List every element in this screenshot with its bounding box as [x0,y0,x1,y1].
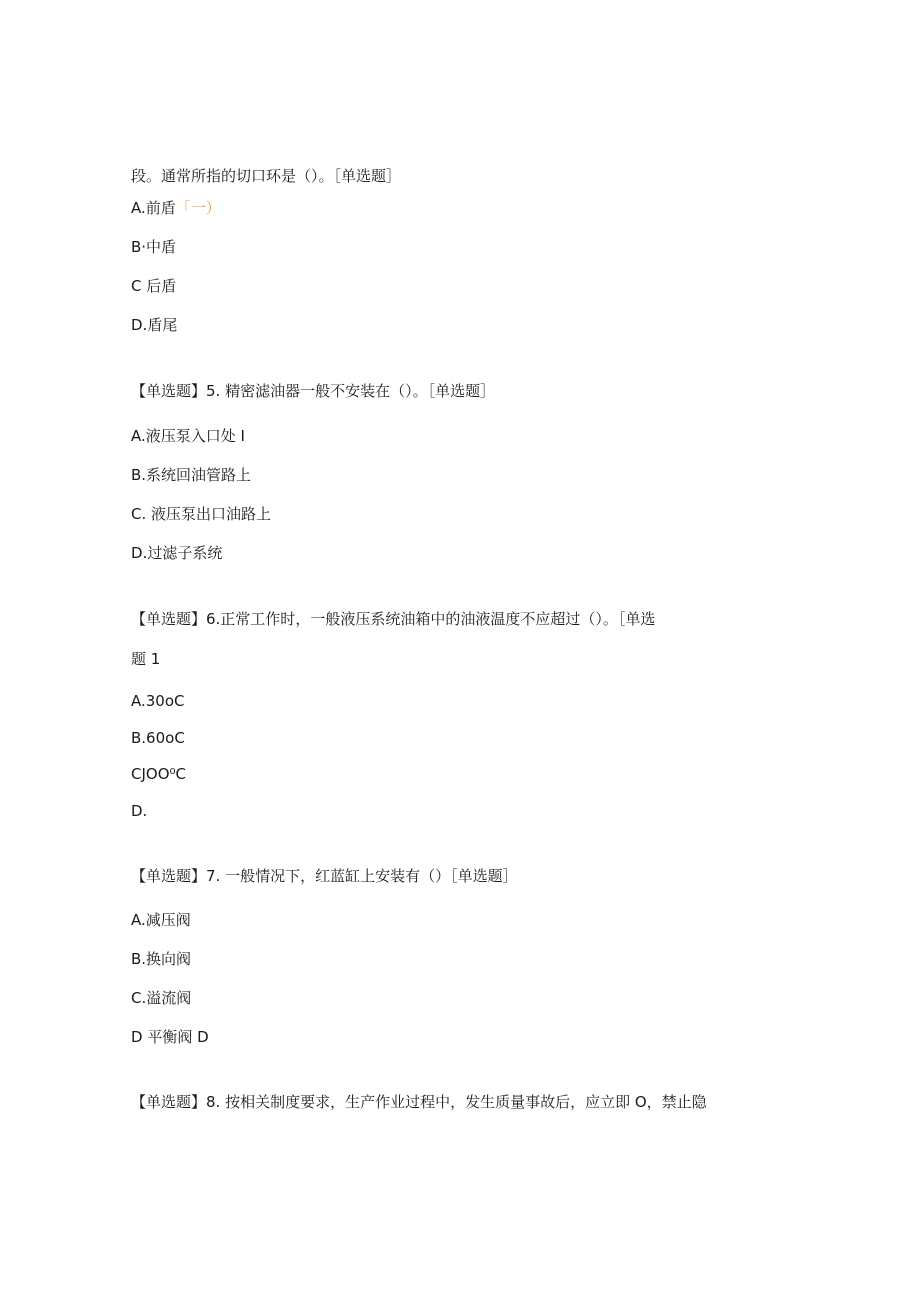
question-7-option-b: B.换向阀 [131,950,192,968]
question-5-option-c: C. 液压泵出口油路上 [131,505,272,523]
question-6-option-b: B.60oC [131,729,185,747]
question-6-stem-line1: 【单选题】6.正常工作时，一般液压系统油箱中的油液温度不应超过（）。［单选 [131,610,656,628]
question-5-option-b: B.系统回油管路上 [131,466,252,484]
question-7-option-c: C.溢流阀 [131,989,192,1007]
question-6-option-d: D. [131,802,148,820]
question-6-option-c: CJOO⁰C [131,765,186,783]
question-5-stem: 【单选题】5. 精密滤油器一般不安装在（）。［单选题］ [131,382,496,400]
question-5-option-d: D.过滤子系统 [131,544,223,562]
question-5-option-a: A.液压泵入口处 I [131,427,245,445]
question-7-option-d: D 平衡阀 D [131,1028,209,1046]
answer-mark: 「一） [175,199,221,217]
question-7-stem: 【单选题】7. 一般情况下，红蓝缸上安装有（）［单选题］ [131,867,518,885]
question-4-option-a [131,198,221,218]
option-a-text: A.前盾 [131,199,176,217]
question-4-stem: 段。通常所指的切口环是（）。［单选题］ [131,167,402,185]
question-4-option-c: C 后盾 [131,277,177,295]
question-7-option-a: A.减压阀 [131,911,191,929]
question-6-stem-line2: 题 1 [131,650,161,668]
question-8-stem: 【单选题】8. 按相关制度要求，生产作业过程中，发生质量事故后，应立即 O，禁止隐 [131,1093,707,1111]
question-4-option-b: B·中盾 [131,238,177,256]
question-4-option-d: D.盾尾 [131,316,178,334]
question-6-option-a: A.30oC [131,692,185,710]
